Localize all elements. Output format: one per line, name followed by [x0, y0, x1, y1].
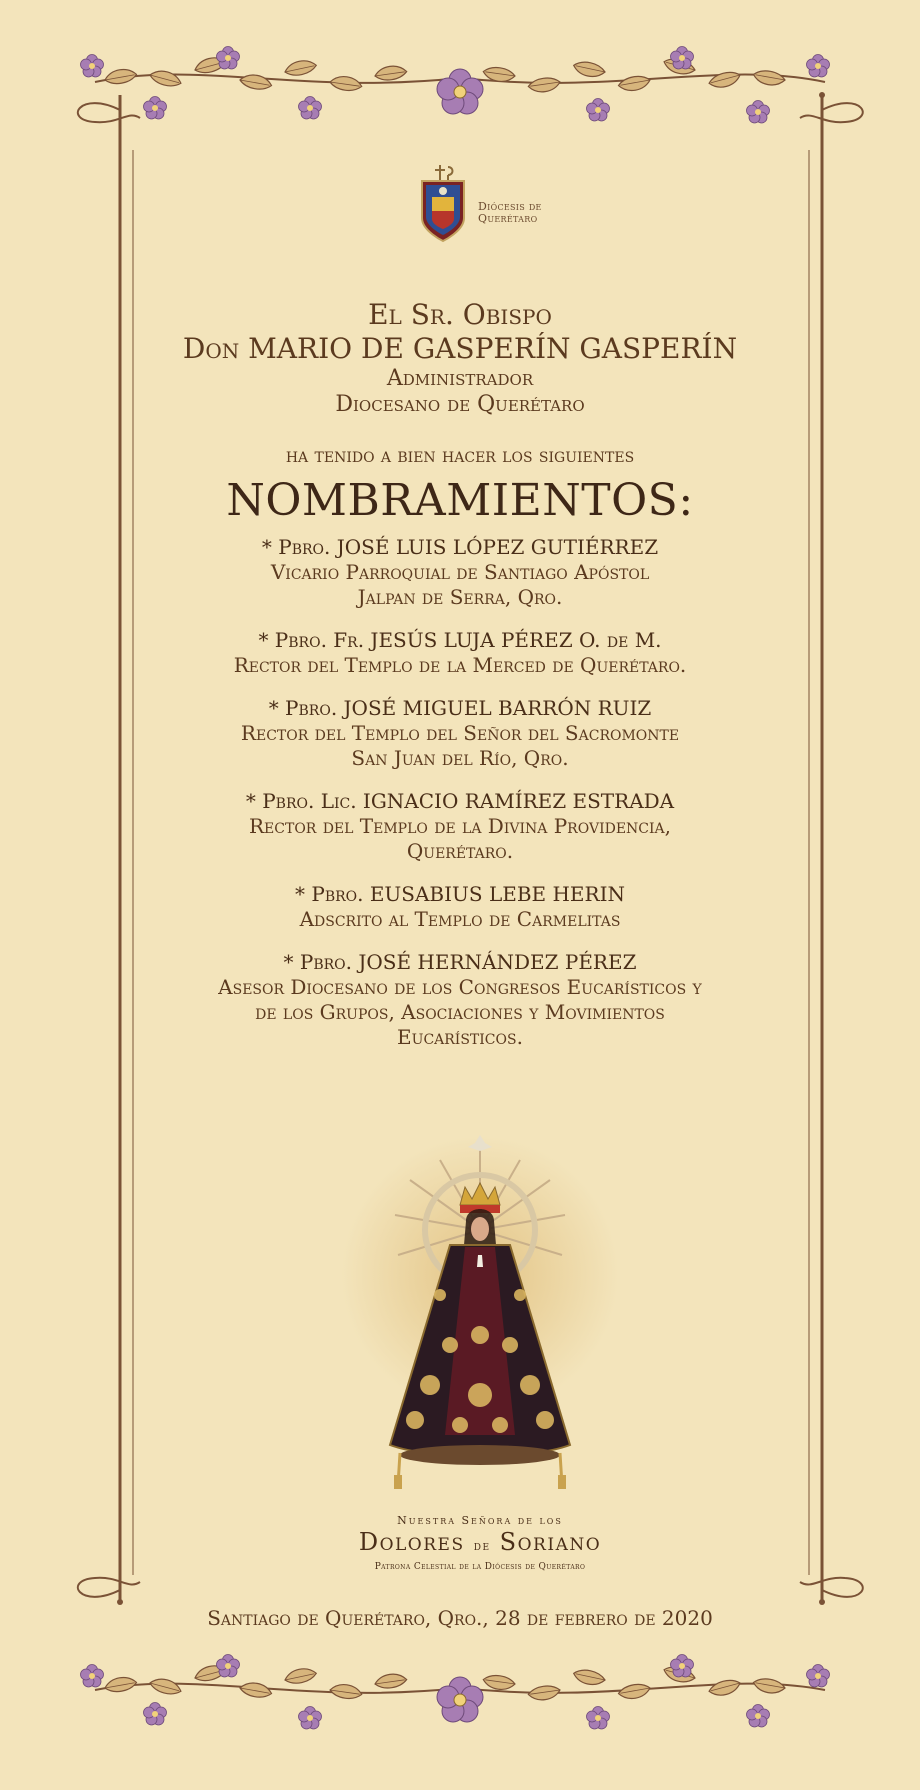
- patroness-caption: [320, 1514, 640, 1573]
- date-line: Santiago de Querétaro, Qro., 28 de febrero de 2020: [207, 1606, 713, 1630]
- appointment-role: Adscrito al Templo de Carmelitas: [299, 907, 621, 931]
- patroness-small: Nuestra Señora de los: [397, 1514, 563, 1527]
- header-line-3: Administrador: [386, 366, 534, 391]
- patroness-subtitle: Patrona Celestial de la Diócesis de Querétaro: [374, 1562, 586, 1572]
- diocese-name: [478, 201, 542, 225]
- bishop-name: Don MARIO DE GASPERÍN GASPERÍN: [182, 332, 738, 365]
- appointment-role: Querétaro.: [406, 839, 514, 863]
- appointment-entry: [160, 882, 760, 932]
- appointment-entry: [160, 950, 760, 1050]
- patroness-name-right: Soriano: [499, 1528, 602, 1556]
- diocese-logo: [418, 163, 578, 245]
- appointee-name: * Pbro. JOSÉ LUIS LÓPEZ GUTIÉRREZ: [261, 535, 659, 559]
- appointee-name: * Pbro. JOSÉ MIGUEL BARRÓN RUIZ: [268, 696, 652, 720]
- header-line-4: Diocesano de Querétaro: [335, 392, 585, 417]
- appointee-name: * Pbro. EUSABIUS LEBE HERIN: [295, 882, 625, 906]
- logo-line-1: Diócesis de: [478, 200, 542, 213]
- announcement-body: [160, 298, 760, 1050]
- appointment-role: San Juan del Río, Qro.: [351, 746, 569, 770]
- appointment-role: de los Grupos, Asociaciones y Movimientos: [255, 1000, 665, 1024]
- appointee-name: * Pbro. JOSÉ HERNÁNDEZ PÉREZ: [283, 950, 637, 974]
- patroness-name-left: Dolores: [358, 1528, 465, 1556]
- appointment-entry: [160, 535, 760, 610]
- virgin-image: [330, 1135, 630, 1510]
- appointment-entry: [160, 789, 760, 864]
- appointment-role: Vicario Parroquial de Santiago Apóstol: [270, 560, 650, 584]
- header-line-1: El Sr. Obispo: [368, 298, 552, 331]
- logo-line-2: Querétaro: [478, 212, 538, 225]
- intro-text: ha tenido a bien hacer los siguientes: [285, 443, 635, 467]
- appointment-role: Rector del Templo de la Divina Providencia,: [248, 814, 671, 838]
- virgin-figure-icon: [330, 1135, 630, 1510]
- bottom-garland: [81, 1655, 830, 1730]
- appointment-role: Jalpan de Serra, Qro.: [357, 585, 563, 609]
- appointment-role: Rector del Templo de la Merced de Querétaro.: [233, 653, 687, 677]
- patroness-name-de: de: [473, 1539, 491, 1554]
- appointment-role: Asesor Diocesano de los Congresos Eucarísticos y: [218, 975, 702, 999]
- appointee-name: * Pbro. Fr. JESÚS LUJA PÉREZ O. de M.: [258, 628, 662, 652]
- patroness-name: [320, 1528, 640, 1561]
- appointment-entry: [160, 696, 760, 771]
- appointment-role: Eucarísticos.: [397, 1025, 523, 1049]
- appointment-entry: [160, 628, 760, 678]
- appointment-role: Rector del Templo del Señor del Sacromonte: [240, 721, 680, 745]
- coat-of-arms-icon: [418, 163, 468, 245]
- page-title: NOMBRAMIENTOS:: [226, 475, 694, 526]
- appointee-name: * Pbro. Lic. IGNACIO RAMÍREZ ESTRADA: [245, 789, 675, 813]
- top-garland: [81, 47, 830, 124]
